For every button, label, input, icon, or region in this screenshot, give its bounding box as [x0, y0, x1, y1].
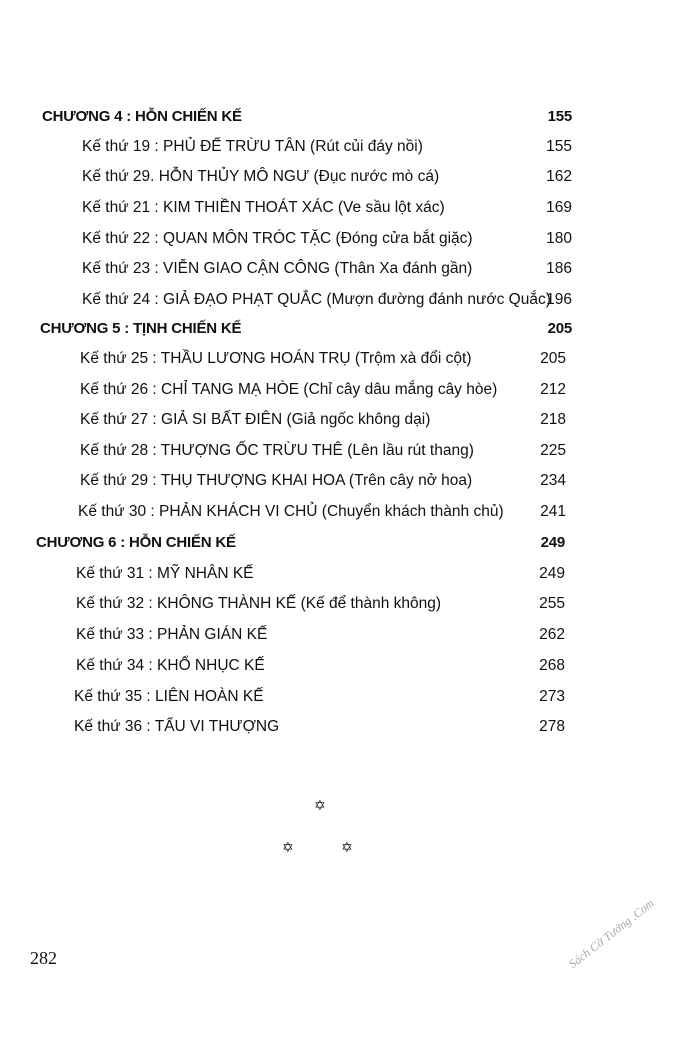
toc-entry-title: Kế thứ 26 : CHỈ TANG MẠ HÒE (Chỉ cây dâu mắng cây hòe)	[80, 381, 498, 398]
toc-entry-row	[0, 653, 700, 679]
toc-page-number: 234	[540, 472, 566, 489]
toc-entry-row	[0, 164, 700, 190]
toc-entry-row	[0, 134, 700, 160]
toc-chapter-title: CHƯƠNG 4 : HỖN CHIẾN KẾ	[42, 108, 242, 125]
toc-page-number: 162	[546, 168, 572, 185]
toc-page-number: 212	[540, 381, 566, 398]
toc-entry-title: Kế thứ 30 : PHẢN KHÁCH VI CHỦ (Chuyển khách thành chủ)	[78, 503, 504, 520]
page-number: 282	[30, 948, 57, 968]
toc-page-number: 249	[540, 534, 565, 551]
toc-entry-row	[0, 684, 700, 710]
toc-chapter-row	[0, 104, 700, 130]
toc-entry-title: Kế thứ 29. HỖN THỦY MÔ NGƯ (Đục nước mò cá)	[82, 168, 440, 185]
toc-entry-row	[0, 407, 700, 433]
toc-page-number: 268	[539, 657, 565, 674]
toc-entry-title: Kế thứ 36 : TẨU VI THƯỢNG	[74, 718, 280, 735]
toc-entry-row	[0, 438, 700, 464]
toc-entry-title: Kế thứ 25 : THẦU LƯƠNG HOÁN TRỤ (Trộm xà đổi cột)	[80, 350, 472, 367]
toc-entry-row	[0, 195, 700, 221]
toc-entry-title: Kế thứ 23 : VIỄN GIAO CẬN CÔNG (Thân Xa đánh gần)	[82, 260, 473, 277]
toc-entry-title: Kế thứ 28 : THƯỢNG ỐC TRỪU THÊ (Lên lầu rút thang)	[80, 442, 474, 459]
toc-entry-title: Kế thứ 32 : KHÔNG THÀNH KẾ (Kế để thành không)	[76, 595, 442, 612]
toc-page-number: 155	[547, 108, 572, 125]
toc-entry-row	[0, 256, 700, 282]
toc-page-number: 186	[546, 260, 572, 277]
toc-entry-title: Kế thứ 24 : GIẢ ĐẠO PHẠT QUẮC (Mượn đường đánh nước Quắc)	[82, 291, 551, 308]
toc-page-number: 196	[546, 291, 572, 308]
toc-chapter-title: CHƯƠNG 6 : HỖN CHIẾN KẾ	[36, 534, 236, 551]
toc-entry-title: Kế thứ 35 : LIÊN HOÀN KẾ	[74, 688, 264, 705]
toc-page-number: 262	[539, 626, 565, 643]
toc-page-number: 205	[547, 320, 572, 337]
toc-page-number: 273	[539, 688, 565, 705]
toc-entry-title: Kế thứ 21 : KIM THIỀN THOÁT XÁC (Ve sầu lột xác)	[82, 199, 445, 216]
toc-entry-title: Kế thứ 33 : PHẢN GIÁN KẾ	[76, 626, 268, 643]
star-icon: ✡	[314, 797, 326, 813]
watermark: Sách Cờ Tướng .Com	[566, 895, 657, 972]
toc-entry-title: Kế thứ 22 : QUAN MÔN TRÓC TẶC (Đóng cửa bắt giặc)	[82, 230, 473, 247]
toc-entry-row	[0, 561, 700, 587]
toc-entry-row	[0, 226, 700, 252]
toc-page-number: 155	[546, 138, 572, 155]
star-icon: ✡	[282, 839, 294, 855]
toc-entry-row	[0, 714, 700, 740]
toc-entry-row	[0, 287, 700, 313]
toc-entry-row	[0, 468, 700, 494]
toc-page-number: 180	[546, 230, 572, 247]
toc-entry-title: Kế thứ 31 : MỸ NHÂN KẾ	[76, 565, 254, 582]
toc-page-number: 169	[546, 199, 572, 216]
toc-chapter-row	[0, 316, 700, 342]
toc-page-number: 278	[539, 718, 565, 735]
toc-entry-title: Kế thứ 34 : KHỔ NHỤC KẾ	[76, 657, 265, 674]
toc-entry-row	[0, 622, 700, 648]
toc-chapter-title: CHƯƠNG 5 : TỊNH CHIẾN KẾ	[40, 320, 242, 337]
toc-entry-title: Kế thứ 27 : GIẢ SI BẤT ĐIÊN (Giả ngốc không dại)	[80, 411, 431, 428]
toc-entry-row	[0, 499, 700, 525]
toc-entry-title: Kế thứ 29 : THỤ THƯỢNG KHAI HOA (Trên cây nở hoa)	[80, 472, 473, 489]
toc-page-number: 205	[540, 350, 566, 367]
toc-page-number: 241	[540, 503, 566, 520]
toc-entry-title: Kế thứ 19 : PHỦ ĐỂ TRỪU TÂN (Rút củi đáy nồi)	[82, 138, 423, 155]
toc-entry-row	[0, 346, 700, 372]
toc-chapter-row	[0, 530, 700, 556]
toc-page-number: 255	[539, 595, 565, 612]
toc-page-number: 218	[540, 411, 566, 428]
star-icon: ✡	[341, 839, 353, 855]
toc-page-number: 225	[540, 442, 566, 459]
toc-page-number: 249	[539, 565, 565, 582]
toc-entry-row	[0, 377, 700, 403]
toc-entry-row	[0, 591, 700, 617]
